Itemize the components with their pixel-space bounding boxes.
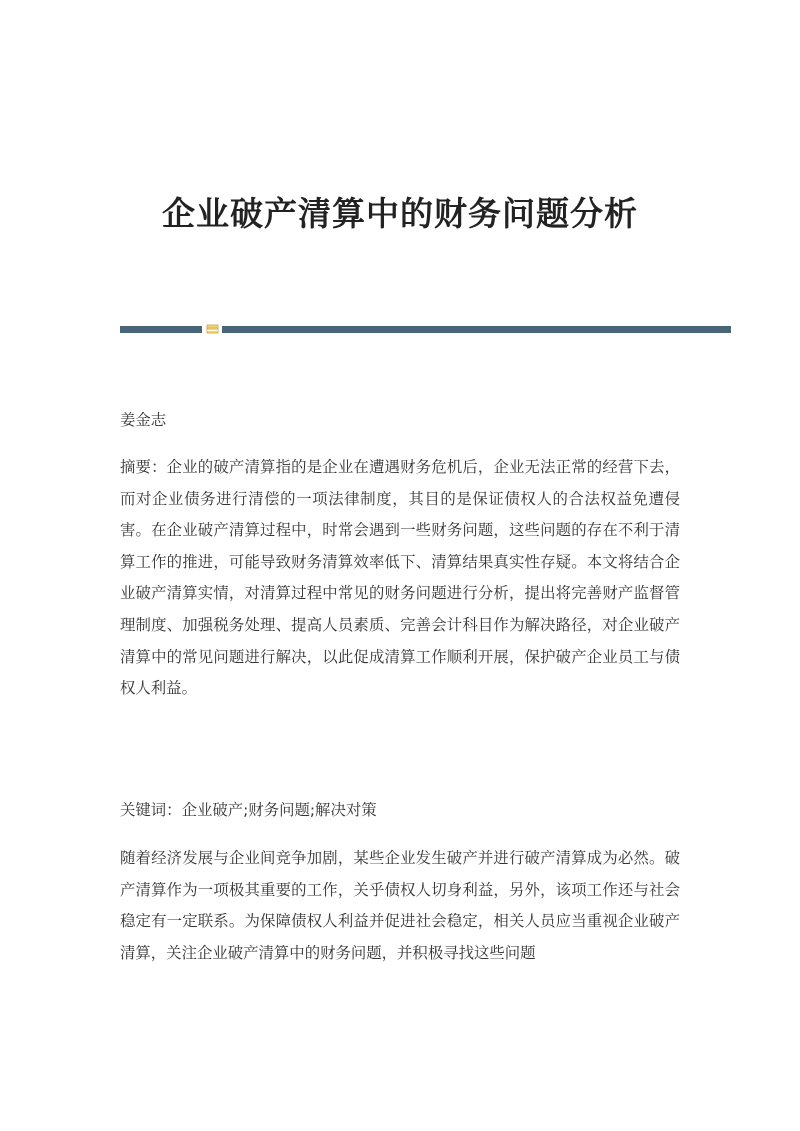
intro-paragraph: 随着经济发展与企业间竞争加剧，某些企业发生破产并进行破产清算成为必然。破产清算作为一项极其重要的工作，关乎债权人切身利益，另外，该项工作还与社会稳定有一定联系。为保障债权人利益并促进社会稳定，相关人员应当重视企业破产清算，关注企业破产清算中的财务问题，并积极寻找这些问题 bbox=[120, 849, 680, 962]
divider-bar-right bbox=[222, 326, 731, 333]
divider-bar-left bbox=[120, 326, 202, 333]
document-title: 企业破产清算中的财务问题分析 bbox=[162, 194, 638, 233]
title-divider bbox=[120, 323, 731, 335]
folded-paper-icon bbox=[206, 323, 219, 335]
keywords-line: 关键词：企业破产;财务问题;解决对策 bbox=[120, 801, 377, 819]
author-name: 姜金志 bbox=[120, 411, 167, 429]
abstract-paragraph: 摘要：企业的破产清算指的是企业在遭遇财务危机后，企业无法正常的经营下去，而对企业债务进行清偿的一项法律制度，其目的是保证债权人的合法权益免遭侵害。在企业破产清算过程中，时常会遇到一些财务问题，这些问题的存在不利于清算工作的推进，可能导致财务清算效率低下、清算结果真实性存疑。本文将结合企业破产清算实情，对清算过程中常见的财务问题进行分析，提出将完善财产监督管理制度、加强税务处理、提高人员素质、完善会计科目作为解决路径，对企业破产清算中的常见问题进行解决，以此促成清算工作顺利开展，保护破产企业员工与债权人利益。 bbox=[120, 458, 680, 698]
